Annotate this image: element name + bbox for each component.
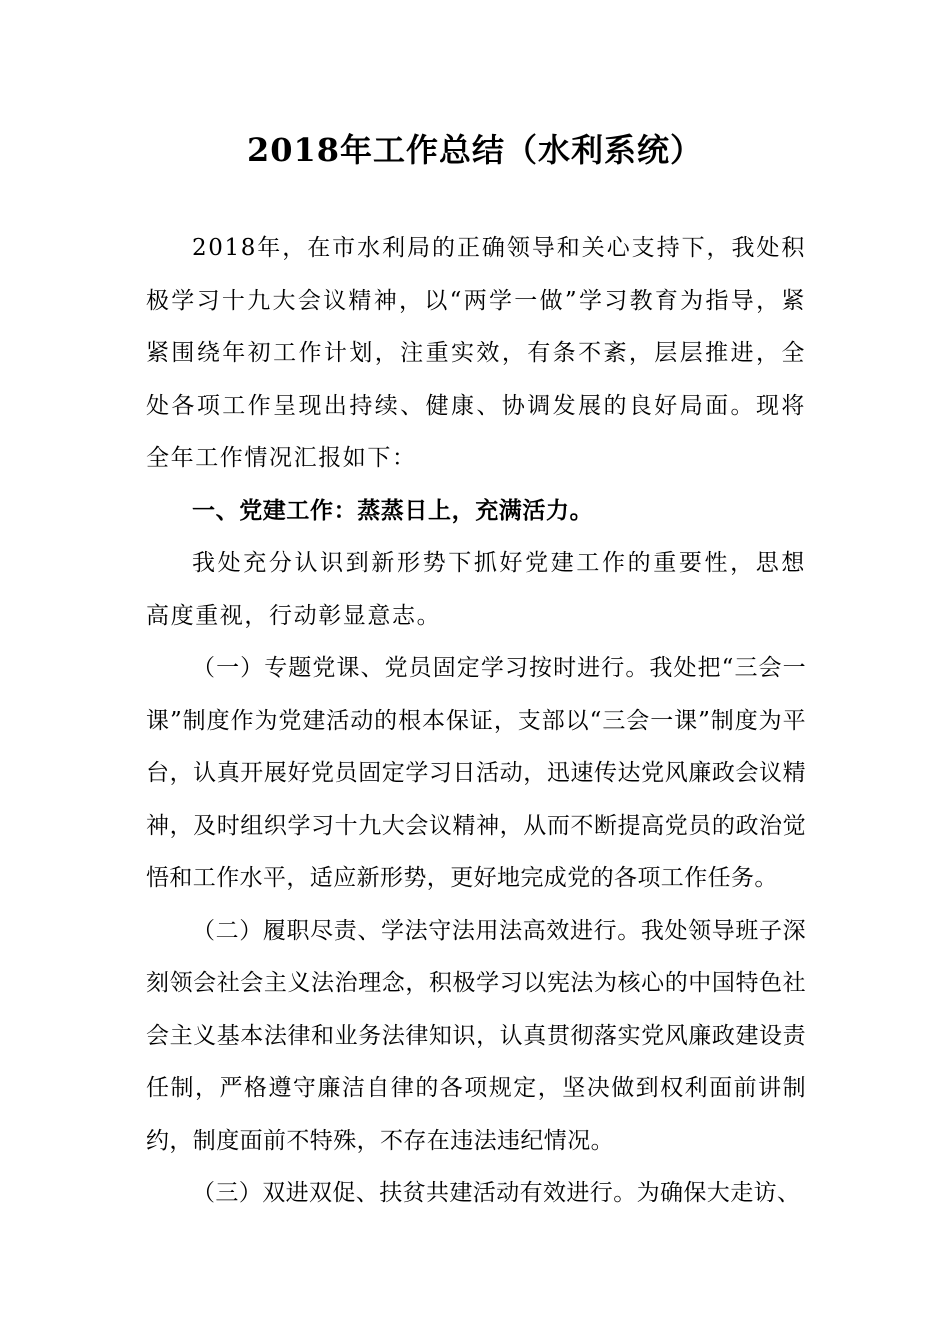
section-heading-party-building: 一、党建工作：蒸蒸日上，充满活力。 bbox=[192, 497, 594, 524]
paragraph-subsection-3: （三）双进双促、扶贫共建活动有效进行。为确保大走访、 bbox=[192, 1180, 801, 1206]
paragraph-intro: 2018年，在市水利局的正确领导和关心支持下，我处积极学习十九大会议精神，以“两学一做”学习教育为指导，紧紧围绕年初工作计划，注重实效，有条不紊，层层推进，全处各项工作呈现出持续、健康、协调发展的良好局面。现将全年工作情况汇报如下： bbox=[146, 235, 806, 471]
paragraph-subsection-2: （二）履职尽责、学法守法用法高效进行。我处领导班子深刻领会社会主义法治理念，积极学习以宪法为核心的中国特色社会主义基本法律和业务法律知识，认真贯彻落实党风廉政建设责任制，严格遵守廉洁自律的各项规定，坚决做到权利面前讲制约，制度面前不特殊，不存在违法违纪情况。 bbox=[146, 917, 806, 1154]
paragraph-party-building-intro: 我处充分认识到新形势下抓好党建工作的重要性，思想高度重视，行动彰显意志。 bbox=[146, 550, 806, 629]
document-title: 2018年工作总结（水利系统） bbox=[246, 131, 704, 169]
paragraph-subsection-1: （一）专题党课、党员固定学习按时进行。我处把“三会一课”制度作为党建活动的根本保证，支部以“三会一课”制度为平台，认真开展好党员固定学习日活动，迅速传达党风廉政会议精神，及时组织学习十九大会议精神，从而不断提高党员的政治觉悟和工作水平，适应新形势，更好地完成党的各项工作任务。 bbox=[146, 655, 806, 891]
document-body bbox=[146, 222, 806, 1220]
